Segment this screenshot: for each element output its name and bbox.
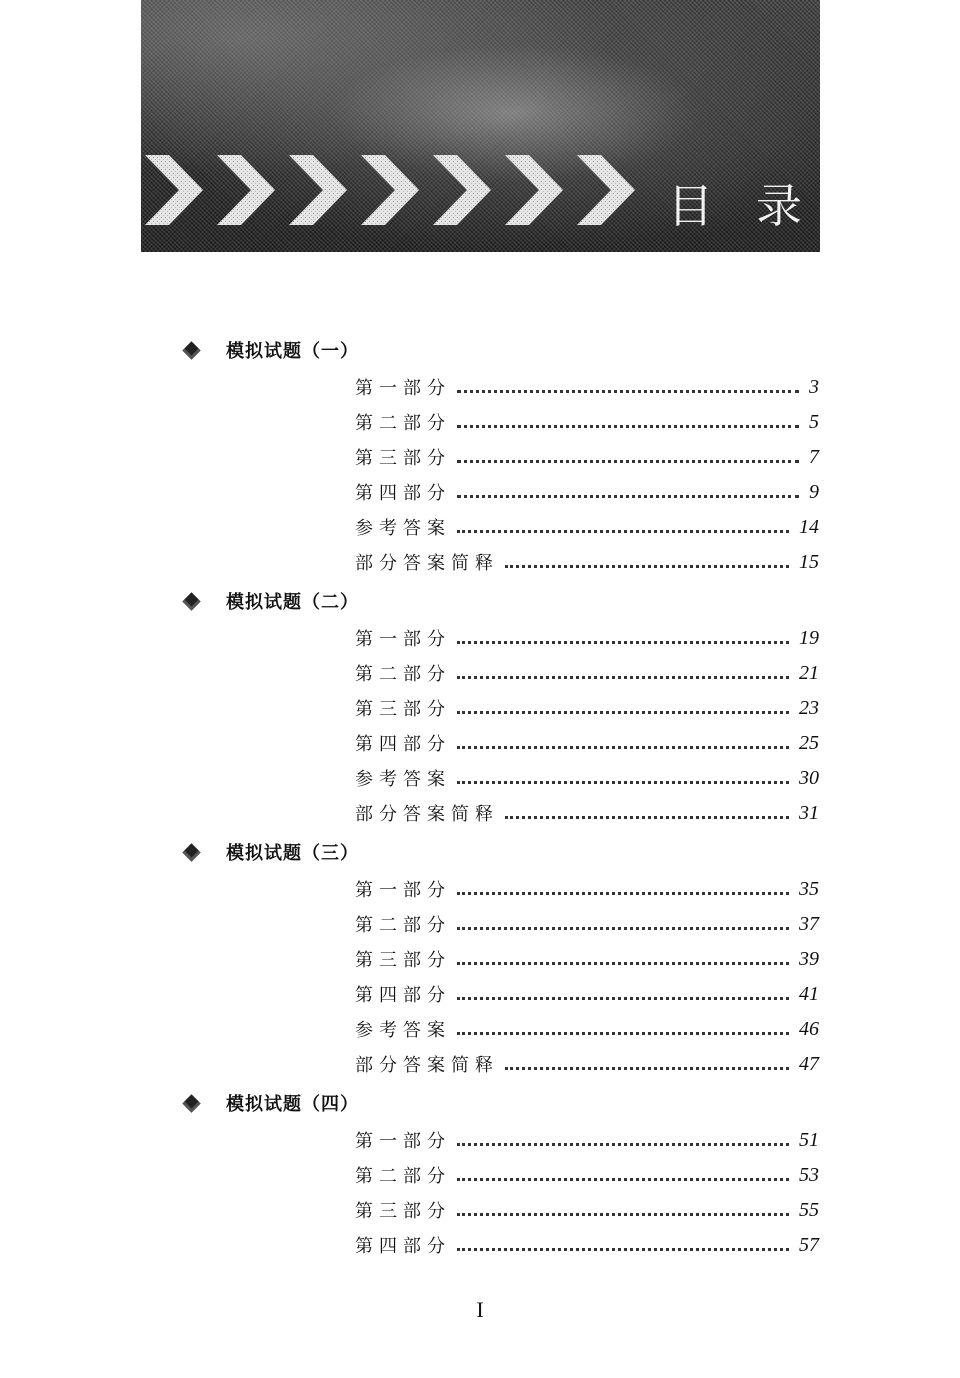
dot-leader bbox=[457, 997, 789, 1000]
entry-page-number: 47 bbox=[799, 1052, 819, 1075]
toc-entry[interactable] bbox=[355, 764, 819, 792]
entry-label: 部分答案简释 bbox=[355, 1055, 499, 1076]
toc-entry[interactable] bbox=[355, 1015, 819, 1043]
dot-leader bbox=[457, 676, 789, 679]
entry-label: 第四部分 bbox=[355, 985, 451, 1006]
dot-leader bbox=[457, 1178, 789, 1181]
entry-label: 第四部分 bbox=[355, 734, 451, 755]
entry-label: 第二部分 bbox=[355, 664, 451, 685]
entry-label: 第一部分 bbox=[355, 1131, 451, 1152]
toc-entry[interactable] bbox=[355, 659, 819, 687]
dot-leader bbox=[457, 1248, 789, 1251]
entry-page-number: 39 bbox=[799, 947, 819, 970]
diamond-icon bbox=[182, 1094, 200, 1112]
entry-page-number: 41 bbox=[799, 982, 819, 1005]
toc-entry[interactable] bbox=[355, 548, 819, 576]
toc-entry[interactable] bbox=[355, 513, 819, 541]
toc-entry[interactable] bbox=[355, 910, 819, 938]
entry-page-number: 9 bbox=[809, 480, 819, 503]
toc-entry[interactable] bbox=[355, 945, 819, 973]
entry-page-number: 15 bbox=[799, 550, 819, 573]
entry-page-number: 23 bbox=[799, 696, 819, 719]
page-title: 目 录 bbox=[667, 179, 816, 233]
diamond-icon bbox=[182, 341, 200, 359]
entry-page-number: 5 bbox=[809, 410, 819, 433]
entry-label: 第三部分 bbox=[355, 448, 451, 469]
dot-leader bbox=[457, 1032, 789, 1035]
entry-page-number: 3 bbox=[809, 375, 819, 398]
toc-entry[interactable] bbox=[355, 729, 819, 757]
entry-page-number: 55 bbox=[799, 1198, 819, 1221]
diamond-icon bbox=[182, 592, 200, 610]
entry-page-number: 53 bbox=[799, 1163, 819, 1186]
section-title: 模拟试题（四） bbox=[226, 1094, 359, 1115]
diamond-icon bbox=[182, 843, 200, 861]
toc-entry[interactable] bbox=[355, 478, 819, 506]
entry-page-number: 46 bbox=[799, 1017, 819, 1040]
dot-leader bbox=[457, 390, 799, 393]
entry-label: 参考答案 bbox=[355, 518, 451, 539]
toc-entry[interactable] bbox=[355, 1196, 819, 1224]
entry-page-number: 37 bbox=[799, 912, 819, 935]
toc-entry[interactable] bbox=[355, 1231, 819, 1259]
section-title: 模拟试题（二） bbox=[226, 592, 359, 613]
section-heading[interactable] bbox=[182, 1090, 359, 1116]
section-title: 模拟试题（一） bbox=[226, 341, 359, 362]
section-heading[interactable] bbox=[182, 337, 359, 363]
toc-entry[interactable] bbox=[355, 1161, 819, 1189]
entry-page-number: 14 bbox=[799, 515, 819, 538]
dot-leader bbox=[505, 565, 789, 568]
toc-entry[interactable] bbox=[355, 980, 819, 1008]
toc-entry[interactable] bbox=[355, 799, 819, 827]
dot-leader bbox=[457, 530, 789, 533]
entry-label: 第三部分 bbox=[355, 950, 451, 971]
entry-page-number: 30 bbox=[799, 766, 819, 789]
entry-page-number: 21 bbox=[799, 661, 819, 684]
dot-leader bbox=[457, 425, 799, 428]
section-heading[interactable] bbox=[182, 588, 359, 614]
entry-page-number: 7 bbox=[809, 445, 819, 468]
entry-page-number: 57 bbox=[799, 1233, 819, 1256]
entry-page-number: 35 bbox=[799, 877, 819, 900]
dot-leader bbox=[457, 927, 789, 930]
section-heading[interactable] bbox=[182, 839, 359, 865]
dot-leader bbox=[457, 711, 789, 714]
entry-page-number: 25 bbox=[799, 731, 819, 754]
dot-leader bbox=[457, 962, 789, 965]
entry-label: 第三部分 bbox=[355, 1201, 451, 1222]
toc-entry[interactable] bbox=[355, 624, 819, 652]
dot-leader bbox=[505, 1067, 789, 1070]
entry-label: 第二部分 bbox=[355, 413, 451, 434]
dot-leader bbox=[457, 1213, 789, 1216]
toc-entry[interactable] bbox=[355, 408, 819, 436]
dot-leader bbox=[505, 816, 789, 819]
entry-label: 第四部分 bbox=[355, 483, 451, 504]
entry-page-number: 51 bbox=[799, 1128, 819, 1151]
entry-label: 部分答案简释 bbox=[355, 804, 499, 825]
dot-leader bbox=[457, 746, 789, 749]
entry-label: 第四部分 bbox=[355, 1236, 451, 1257]
entry-label: 部分答案简释 bbox=[355, 553, 499, 574]
entry-label: 第三部分 bbox=[355, 699, 451, 720]
dot-leader bbox=[457, 460, 799, 463]
entry-label: 第一部分 bbox=[355, 629, 451, 650]
toc-entry[interactable] bbox=[355, 443, 819, 471]
toc-entry[interactable] bbox=[355, 373, 819, 401]
page-number-folio: I bbox=[476, 1297, 484, 1322]
entry-label: 参考答案 bbox=[355, 1020, 451, 1041]
toc-entry[interactable] bbox=[355, 694, 819, 722]
dot-leader bbox=[457, 892, 789, 895]
entry-label: 第一部分 bbox=[355, 880, 451, 901]
toc-entry[interactable] bbox=[355, 875, 819, 903]
dot-leader bbox=[457, 495, 799, 498]
entry-page-number: 31 bbox=[799, 801, 819, 824]
entry-label: 第一部分 bbox=[355, 378, 451, 399]
entry-page-number: 19 bbox=[799, 626, 819, 649]
entry-label: 参考答案 bbox=[355, 769, 451, 790]
section-title: 模拟试题（三） bbox=[226, 843, 359, 864]
entry-label: 第二部分 bbox=[355, 915, 451, 936]
entry-label: 第二部分 bbox=[355, 1166, 451, 1187]
dot-leader bbox=[457, 781, 789, 784]
dot-leader bbox=[457, 1143, 789, 1146]
toc-entry[interactable] bbox=[355, 1050, 819, 1078]
dot-leader bbox=[457, 641, 789, 644]
toc-entry[interactable] bbox=[355, 1126, 819, 1154]
